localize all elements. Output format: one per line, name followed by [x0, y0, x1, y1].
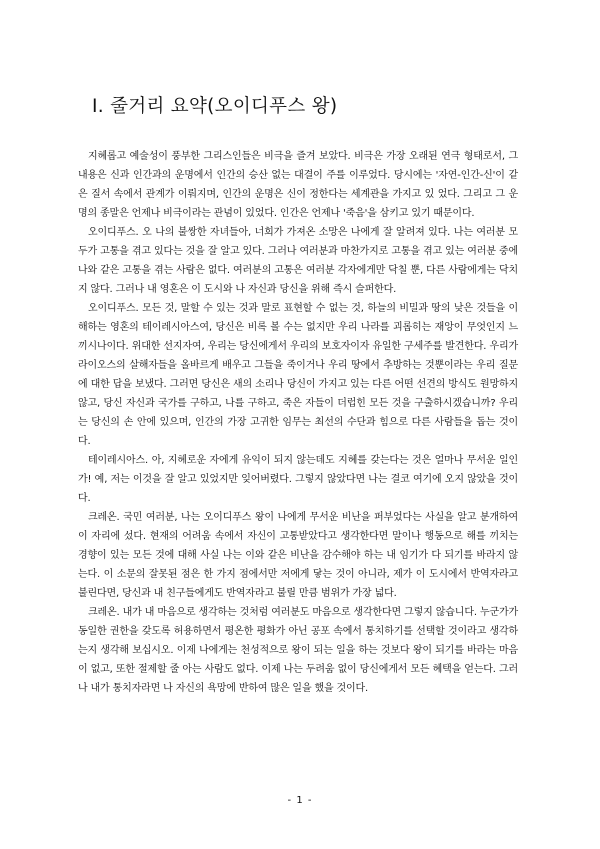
section-title: Ⅰ. 줄거리 요약(오이디푸스 왕): [92, 96, 338, 117]
paragraph-oedipus-1: 오이디푸스. 오 나의 불쌍한 자녀들아, 너희가 가져온 소망은 나에게 잘 알려져 있다. 나는 여러분 모두가 고통을 겪고 있다는 것을 잘 알고 있다. 그러나 여러분과 마찬가지로 고통을 겪고 있는 여러분 중에 나와 같은 고통을 겪는 사람은 없다. 여러분의 고통은 여러분 각자에게만 닥칠 뿐, 다른 사람에게는 닥치지 않다. 그러나 내 영혼은 이 도시와 나 자신과 당신을 위해 즉시 슬퍼한다.: [78, 227, 518, 295]
paragraph-oedipus-2: 오이디푸스. 모든 것, 말할 수 있는 것과 말로 표현할 수 없는 것, 하늘의 비밀과 땅의 낮은 것들을 이해하는 영혼의 테이레시아스여, 당신은 비록 볼 수는 없지만 우리 나라를 괴롭히는 재앙이 무엇인지 느끼시나이다. 위대한 선지자여, 우리는 당신에게서 우리의 보호자이자 유일한 구세주를 발견한다. 우리가 라이오스의 살해자들을 올바르게 배우고 그들을 죽이거나 우리 땅에서 추방하는 것뿐이라는 우리 질문에 대한 답을 보냈다. 그러면 당신은 새의 소리나 당신이 가지고 있는 다른 어떤 선견의 방식도 원망하지 않고, 당신 자신과 국가를 구하고, 나를 구하고, 죽은 자들이 더럽힌 모든 것을 구출하시겠습니까? 우리는 당신의 손 안에 있으며, 인간의 가장 고귀한 임무는 최선의 수단과 힘으로 다른 사람들을 돕는 것이다.: [78, 303, 518, 447]
paragraph-creon-2: 크레온. 내가 내 마음으로 생각하는 것처럼 여러분도 마음으로 생각한다면 그렇지 않습니다. 누군가가 동일한 권한을 갖도록 허용하면서 평온한 평화가 아닌 공포 속에서 통치하기를 선택할 것이라고 생각하는지 생각해 보십시오. 이제 나에게는 천성적으로 왕이 되는 일을 하는 것보다 왕이 되기를 바라는 마음이 없고, 또한 절제할 줄 아는 사람도 없다. 이제 나는 두려움 없이 당신에게서 모든 혜택을 얻는다. 그러나 내가 통치자라면 나 자신의 욕망에 반하여 많은 일을 했을 것이다.: [78, 607, 518, 694]
page-number: - 1 -: [287, 795, 313, 806]
paragraph-tiresias: 테이레시아스. 아, 지혜로운 자에게 유익이 되지 않는데도 지혜를 갖는다는 것은 얼마나 무서운 일인가! 예, 저는 이것을 잘 알고 있었지만 잊어버렸다. 그렇지 않았다면 나는 결코 여기에 오지 않았을 것이다.: [78, 455, 518, 504]
body-text: [78, 147, 518, 698]
paragraph-creon-1: 크레온. 국민 여러분, 나는 오이디푸스 왕이 나에게 무서운 비난을 퍼부었다는 사실을 알고 분개하여 이 자리에 섰다. 현재의 어려움 속에서 자신이 고통받았다고 생각한다면 말이나 행동으로 해를 끼치는 경향이 있는 모든 것에 대해 사실 나는 이와 같은 비난을 감수해야 하는 내 임기가 다 되기를 바라지 않는다. 이 소문의 잘못된 점은 한 가지 점에서만 저에게 닿는 것이 아니라, 제가 이 도시에서 반역자라고 불린다면, 당신과 내 친구들에게도 반역자라고 불릴 만큼 범위가 가장 넓다.: [78, 512, 518, 599]
paragraph-intro: 지혜롭고 예술성이 풍부한 그리스인들은 비극을 즐겨 보았다. 비극은 가장 오래된 연극 형태로서, 그 내용은 신과 인간과의 운명에서 인간의 승산 없는 대결이 주를 이루었다. 당시에는 '자연-인간-신'이 같은 질서 속에서 관계가 이뤄지며, 인간의 운명은 신이 정한다는 세계관을 가지고 있 었다. 그리고 그 운명의 종말은 언제나 비극이라는 관념이 있었다. 인간은 언제나 '죽음'을 삼키고 있기 때문이다.: [78, 151, 518, 219]
